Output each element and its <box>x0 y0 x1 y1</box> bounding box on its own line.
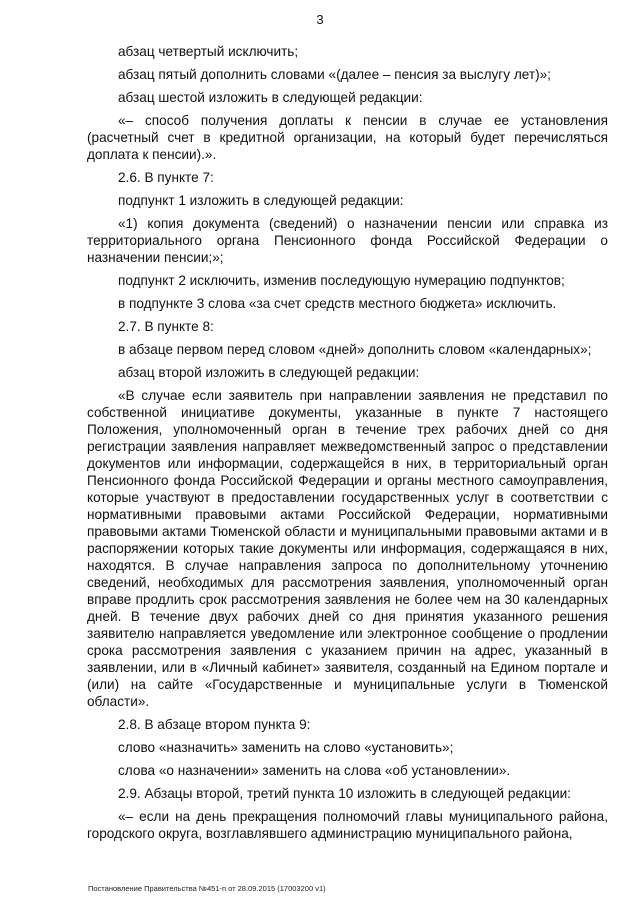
paragraph: подпункт 1 изложить в следующей редакции: <box>118 193 404 208</box>
paragraph: 2.8. В абзаце втором пункта 9: <box>118 717 311 732</box>
paragraph: «– если на день прекращения полномочий главы муниципального района, городского округа, возглавлявшего администрацию муниципального района, <box>87 809 608 841</box>
document-body <box>87 43 608 842</box>
paragraph: 2.7. В пункте 8: <box>118 319 214 334</box>
paragraph: в подпункте 3 слова «за счет средств местного бюджета» исключить. <box>118 296 557 311</box>
paragraph: абзац четвертый исключить; <box>118 44 299 59</box>
paragraph: 2.9. Абзацы второй, третий пункта 10 изложить в следующей редакции: <box>118 786 571 801</box>
paragraph: слово «назначить» заменить на слово «установить»; <box>118 740 454 755</box>
paragraph: абзац шестой изложить в следующей редакции: <box>118 90 423 105</box>
paragraph: слова «о назначении» заменить на слова «об установлении». <box>118 763 511 778</box>
paragraph: «В случае если заявитель при направлении заявления не представил по собственной инициативе документы, указанные в пункте 7 настоящего Положения, уполномоченный орган в течение трех рабочих дней со дня регистрации заявления направляет межведомственный запрос о представлении документов или информации, содержащейся в них, в территориальный орган Пенсионного фонда Российской Федерации и органы местного самоуправления, которые участвуют в предоставлении государственных услуг в соответствии с нормативными правовыми актами Российской Федерации, нормативными правовыми актами Тюменской области и муниципальными правовыми актами и в распоряжении которых такие документы или информация, содержащаяся в них, находятся. В случае направления запроса по дополнительному уточнению сведений, необходимых для рассмотрения заявления, уполномоченный орган вправе продлить срок рассмотрения заявления не более чем на 30 календарных дней. В течение двух рабочих дней со дня принятия указанного решения заявителю направляется уведомление или электронное сообщение о продлении срока рассмотрения заявления с указанием причин на адрес, указанный в заявлении, или в «Личный кабинет» заявителя, созданный на Едином портале и (или) на сайте «Государственные и муниципальные услуги в Тюменской области». <box>87 388 608 709</box>
paragraph: в абзаце первом перед словом «дней» дополнить словом «календарных»; <box>118 342 592 357</box>
page-number: 3 <box>316 12 324 27</box>
paragraph: «– способ получения доплаты к пенсии в случае ее установления (расчетный счет в кредитной организации, на который будет перечисляться доплата к пенсии).». <box>87 113 608 162</box>
paragraph: абзац второй изложить в следующей редакции: <box>118 365 420 380</box>
paragraph: «1) копия документа (сведений) о назначении пенсии или справка из территориального органа Пенсионного фонда Российской Федерации о назначении пенсии;»; <box>87 216 608 265</box>
paragraph: абзац пятый дополнить словами «(далее – пенсия за выслугу лет)»; <box>118 67 551 82</box>
footer-note: Постановление Правительства №451-п от 28.09.2015 (17003200 v1) <box>88 884 326 893</box>
paragraph: подпункт 2 исключить, изменив последующую нумерацию подпунктов; <box>118 273 565 288</box>
paragraph: 2.6. В пункте 7: <box>118 170 214 185</box>
